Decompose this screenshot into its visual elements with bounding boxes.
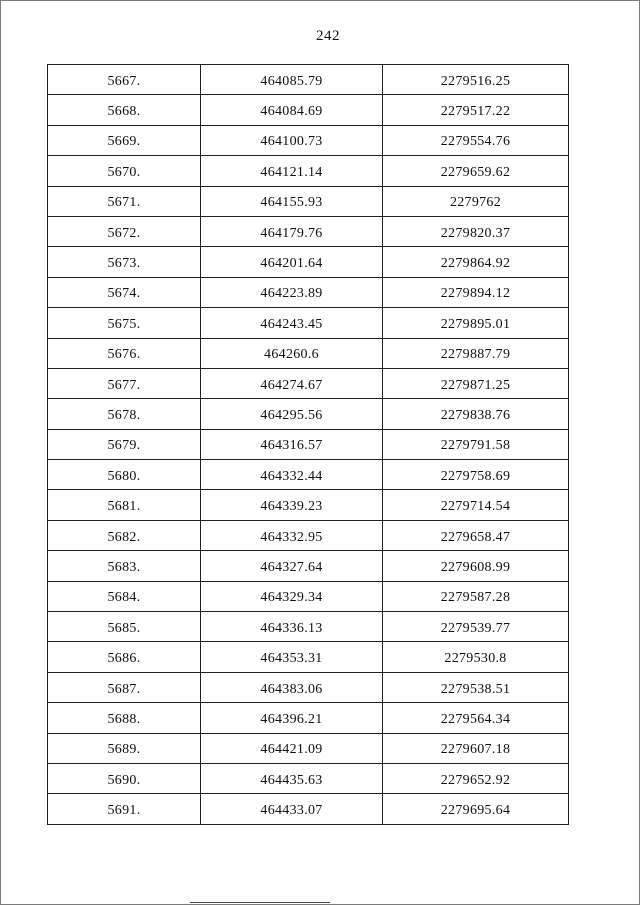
point-number-cell [48, 763, 201, 793]
x-coordinate-cell [201, 308, 383, 338]
y-coordinate-cell [383, 581, 569, 611]
y-coordinate-cell [383, 612, 569, 642]
cell-text: 464223.89 [260, 286, 323, 302]
cell-text: 2279887.79 [440, 347, 511, 363]
cell-text: 2279791.58 [440, 438, 511, 454]
table-row [48, 399, 569, 429]
cell-text: 464121.14 [260, 164, 323, 180]
y-coordinate-cell [383, 277, 569, 307]
cell-text: 464421.09 [260, 742, 323, 758]
point-number-cell [48, 642, 201, 672]
cell-text: 5668. [107, 104, 141, 120]
cell-text: 2279714.54 [440, 499, 511, 515]
x-coordinate-cell [201, 490, 383, 520]
table-row [48, 156, 569, 186]
cell-text: 5673. [107, 256, 141, 272]
cell-text: 464332.95 [260, 529, 323, 545]
y-coordinate-cell [383, 672, 569, 702]
table-row [48, 672, 569, 702]
point-number-cell [48, 156, 201, 186]
cell-text: 464201.64 [260, 256, 323, 272]
cell-text: 2279539.77 [440, 620, 511, 636]
point-number-cell [48, 216, 201, 246]
point-number-cell [48, 733, 201, 763]
table-row [48, 368, 569, 398]
x-coordinate-cell [201, 247, 383, 277]
point-number-cell [48, 520, 201, 550]
table-row [48, 520, 569, 550]
cell-text: 464084.69 [260, 104, 323, 120]
cell-text: 2279758.69 [440, 468, 511, 484]
cell-text: 2279516.25 [440, 73, 511, 89]
cell-text: 5684. [107, 590, 141, 606]
cell-text: 2279538.51 [440, 681, 511, 697]
cell-text: 5672. [107, 225, 141, 241]
cell-text: 5685. [107, 620, 141, 636]
y-coordinate-cell [383, 490, 569, 520]
x-coordinate-cell [201, 216, 383, 246]
y-coordinate-cell [383, 65, 569, 95]
point-number-cell [48, 277, 201, 307]
table-row [48, 642, 569, 672]
cell-text: 464085.79 [260, 73, 323, 89]
y-coordinate-cell [383, 551, 569, 581]
cell-text: 464316.57 [260, 438, 323, 454]
cell-text: 464155.93 [260, 195, 323, 211]
cell-text: 5675. [107, 316, 141, 332]
table-row [48, 186, 569, 216]
table-row [48, 95, 569, 125]
cell-text: 2279864.92 [440, 256, 511, 272]
table-row [48, 308, 569, 338]
point-number-cell [48, 247, 201, 277]
cell-text: 5674. [107, 286, 141, 302]
cell-text: 2279554.76 [440, 134, 511, 150]
cell-text: 464274.67 [260, 377, 323, 393]
x-coordinate-cell [201, 733, 383, 763]
x-coordinate-cell [201, 612, 383, 642]
cell-text: 5678. [107, 407, 141, 423]
y-coordinate-cell [383, 308, 569, 338]
table-row [48, 247, 569, 277]
y-coordinate-cell [383, 125, 569, 155]
cell-text: 2279659.62 [440, 164, 511, 180]
cell-text: 2279608.99 [440, 559, 511, 575]
cell-text: 2279587.28 [440, 590, 511, 606]
point-number-cell [48, 460, 201, 490]
cell-text: 2279895.01 [440, 316, 511, 332]
x-coordinate-cell [201, 186, 383, 216]
x-coordinate-cell [201, 399, 383, 429]
y-coordinate-cell [383, 247, 569, 277]
cell-text: 464329.34 [260, 590, 323, 606]
cell-text: 2279838.76 [440, 407, 511, 423]
point-number-cell [48, 125, 201, 155]
cell-text: 2279894.12 [440, 286, 511, 302]
cell-text: 2279871.25 [440, 377, 511, 393]
cell-text: 5680. [107, 468, 141, 484]
table-row [48, 216, 569, 246]
x-coordinate-cell [201, 551, 383, 581]
cell-text: 5677. [107, 377, 141, 393]
table-row [48, 429, 569, 459]
x-coordinate-cell [201, 672, 383, 702]
x-coordinate-cell [201, 642, 383, 672]
x-coordinate-cell [201, 520, 383, 550]
table-row [48, 125, 569, 155]
cell-text: 5683. [107, 559, 141, 575]
table-row [48, 65, 569, 95]
point-number-cell [48, 672, 201, 702]
point-number-cell [48, 368, 201, 398]
cell-text: 464179.76 [260, 225, 323, 241]
x-coordinate-cell [201, 581, 383, 611]
y-coordinate-cell [383, 520, 569, 550]
point-number-cell [48, 429, 201, 459]
point-number-cell [48, 338, 201, 368]
x-coordinate-cell [201, 794, 383, 824]
table-row [48, 794, 569, 824]
cell-text: 464336.13 [260, 620, 323, 636]
y-coordinate-cell [383, 642, 569, 672]
table-row [48, 460, 569, 490]
y-coordinate-cell [383, 429, 569, 459]
y-coordinate-cell [383, 733, 569, 763]
y-coordinate-cell [383, 186, 569, 216]
cell-text: 5686. [107, 651, 141, 667]
cell-text: 5676. [107, 347, 141, 363]
point-number-cell [48, 95, 201, 125]
table-row [48, 581, 569, 611]
cell-text: 5690. [107, 772, 141, 788]
cell-text: 2279530.8 [444, 651, 507, 667]
cell-text: 2279607.18 [440, 742, 511, 758]
cell-text: 464243.45 [260, 316, 323, 332]
cell-text: 2279695.64 [440, 803, 511, 819]
cell-text: 5687. [107, 681, 141, 697]
y-coordinate-cell [383, 399, 569, 429]
point-number-cell [48, 490, 201, 520]
point-number-cell [48, 399, 201, 429]
table-row [48, 490, 569, 520]
cell-text: 5688. [107, 711, 141, 727]
cell-text: 464435.63 [260, 772, 323, 788]
point-number-cell [48, 186, 201, 216]
y-coordinate-cell [383, 368, 569, 398]
cell-text: 5669. [107, 134, 141, 150]
x-coordinate-cell [201, 368, 383, 398]
table-row [48, 277, 569, 307]
page-number: 242 [316, 28, 340, 44]
x-coordinate-cell [201, 156, 383, 186]
cell-text: 464353.31 [260, 651, 323, 667]
x-coordinate-cell [201, 95, 383, 125]
point-number-cell [48, 703, 201, 733]
table-row [48, 612, 569, 642]
cell-text: 5667. [107, 73, 141, 89]
cell-text: 2279564.34 [440, 711, 511, 727]
coordinates-table [47, 64, 569, 825]
y-coordinate-cell [383, 95, 569, 125]
cell-text: 2279762 [449, 195, 502, 211]
table-row [48, 733, 569, 763]
cell-text: 464295.56 [260, 407, 323, 423]
cell-text: 2279820.37 [440, 225, 511, 241]
point-number-cell [48, 612, 201, 642]
y-coordinate-cell [383, 156, 569, 186]
y-coordinate-cell [383, 460, 569, 490]
x-coordinate-cell [201, 429, 383, 459]
bottom-rule [190, 902, 330, 903]
y-coordinate-cell [383, 216, 569, 246]
x-coordinate-cell [201, 460, 383, 490]
cell-text: 2279652.92 [440, 772, 511, 788]
cell-text: 464433.07 [260, 803, 323, 819]
point-number-cell [48, 308, 201, 338]
coordinates-table-body [48, 65, 569, 825]
cell-text: 2279658.47 [440, 529, 511, 545]
point-number-cell [48, 65, 201, 95]
x-coordinate-cell [201, 703, 383, 733]
x-coordinate-cell [201, 65, 383, 95]
cell-text: 5670. [107, 164, 141, 180]
y-coordinate-cell [383, 338, 569, 368]
y-coordinate-cell [383, 763, 569, 793]
cell-text: 5689. [107, 742, 141, 758]
point-number-cell [48, 794, 201, 824]
x-coordinate-cell [201, 277, 383, 307]
x-coordinate-cell [201, 763, 383, 793]
cell-text: 464339.23 [260, 499, 323, 515]
cell-text: 5671. [107, 195, 141, 211]
cell-text: 5682. [107, 529, 141, 545]
point-number-cell [48, 551, 201, 581]
y-coordinate-cell [383, 703, 569, 733]
cell-text: 464100.73 [260, 134, 323, 150]
table-row [48, 763, 569, 793]
table-row [48, 551, 569, 581]
cell-text: 464260.6 [264, 347, 319, 363]
cell-text: 2279517.22 [440, 104, 511, 120]
table-row [48, 703, 569, 733]
cell-text: 5681. [107, 499, 141, 515]
cell-text: 464332.44 [260, 468, 323, 484]
cell-text: 464327.64 [260, 559, 323, 575]
y-coordinate-cell [383, 794, 569, 824]
x-coordinate-cell [201, 125, 383, 155]
point-number-cell [48, 581, 201, 611]
table-row [48, 338, 569, 368]
cell-text: 5691. [107, 803, 141, 819]
cell-text: 464396.21 [260, 711, 323, 727]
cell-text: 464383.06 [260, 681, 323, 697]
cell-text: 5679. [107, 438, 141, 454]
x-coordinate-cell [201, 338, 383, 368]
